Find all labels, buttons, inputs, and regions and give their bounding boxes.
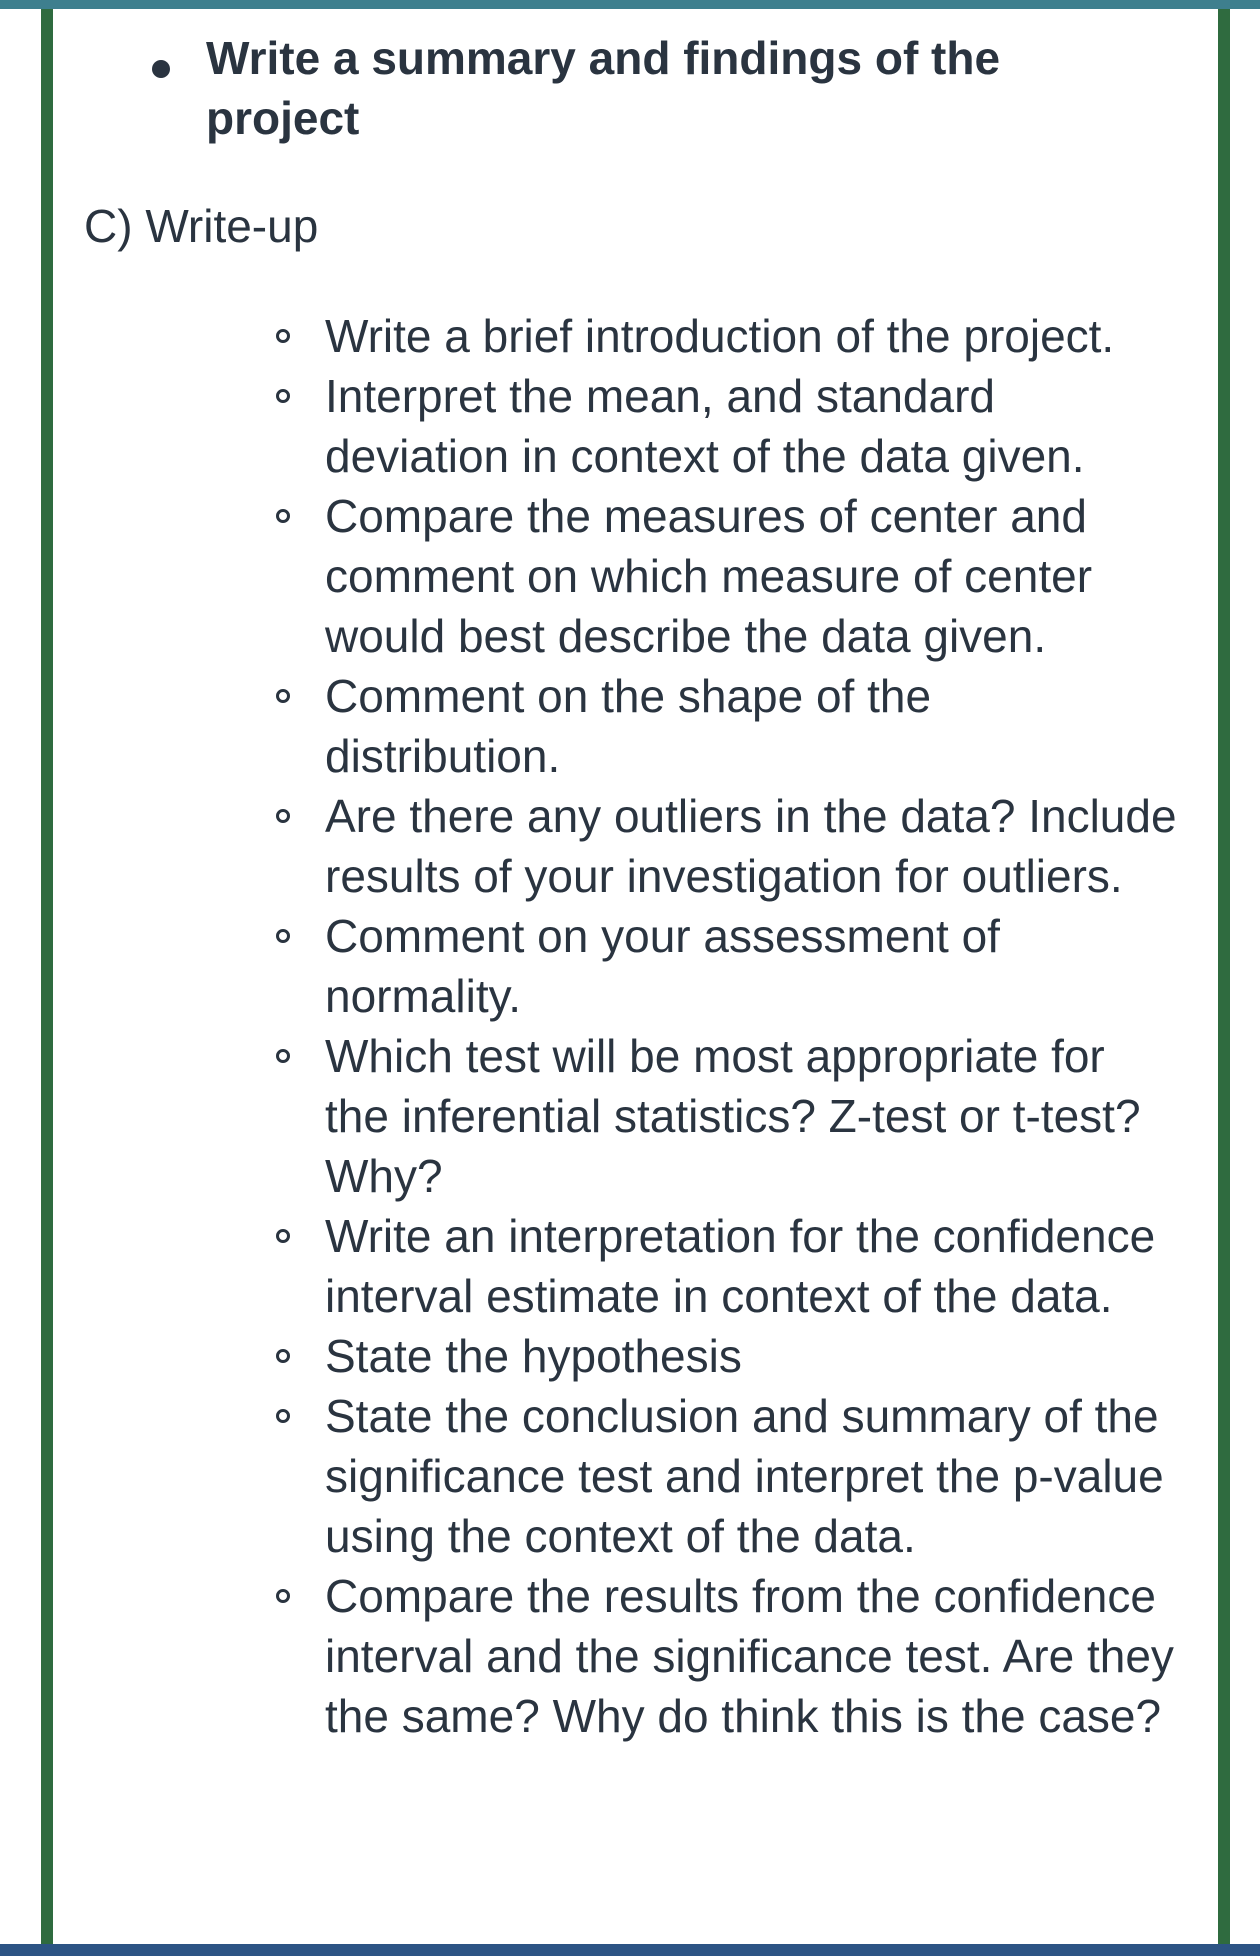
circle-bullet-icon	[276, 1049, 290, 1063]
circle-bullet-icon	[276, 509, 290, 523]
circle-bullet-icon	[276, 389, 290, 403]
list-item-text: Compare the measures of center and comment on which measure of center would best describe the data given.	[325, 490, 1093, 662]
summary-bullet-text: Write a summary and findings of the project	[206, 32, 1001, 144]
circle-bullet-icon	[276, 809, 290, 823]
list-item-text: Which test will be most appropriate for the inferential statistics? Z-test or t-test? Why?	[325, 1030, 1141, 1202]
section-heading: C) Write-up	[84, 200, 319, 252]
circle-bullet-icon	[276, 1589, 290, 1603]
list-item	[0, 786, 1218, 906]
list-item	[0, 486, 1218, 666]
list-item	[0, 1026, 1218, 1206]
list-item-text: Write a brief introduction of the project.	[325, 310, 1115, 362]
list-item	[0, 306, 1218, 366]
circle-bullet-icon	[276, 1409, 290, 1423]
bottom-accent-bar	[0, 1944, 1260, 1956]
writeup-list	[0, 306, 1218, 1746]
top-accent-bar	[0, 0, 1260, 9]
bullet-icon	[152, 60, 170, 78]
list-item-text: Are there any outliers in the data? Include results of your investigation for outliers.	[325, 790, 1177, 902]
list-item	[0, 1326, 1218, 1386]
list-item-text: Comment on your assessment of normality.	[325, 910, 1000, 1022]
circle-bullet-icon	[276, 689, 290, 703]
circle-bullet-icon	[276, 929, 290, 943]
circle-bullet-icon	[276, 329, 290, 343]
list-item-text: State the conclusion and summary of the significance test and interpret the p-value using the context of the data.	[325, 1390, 1164, 1562]
list-item	[0, 1206, 1218, 1326]
list-item	[0, 1566, 1218, 1746]
circle-bullet-icon	[276, 1349, 290, 1363]
list-item	[0, 666, 1218, 786]
list-item	[0, 906, 1218, 1026]
list-item-text: State the hypothesis	[325, 1330, 742, 1382]
list-item-text: Compare the results from the confidence interval and the significance test. Are they the same? Why do think this is the case?	[325, 1570, 1174, 1742]
list-item-text: Write an interpretation for the confidence interval estimate in context of the data.	[325, 1210, 1156, 1322]
list-item-text: Comment on the shape of the distribution.	[325, 670, 932, 782]
list-item-text: Interpret the mean, and standard deviation in context of the data given.	[325, 370, 1085, 482]
circle-bullet-icon	[276, 1229, 290, 1243]
list-item	[0, 366, 1218, 486]
right-border	[1218, 9, 1230, 1944]
list-item	[0, 1386, 1218, 1566]
